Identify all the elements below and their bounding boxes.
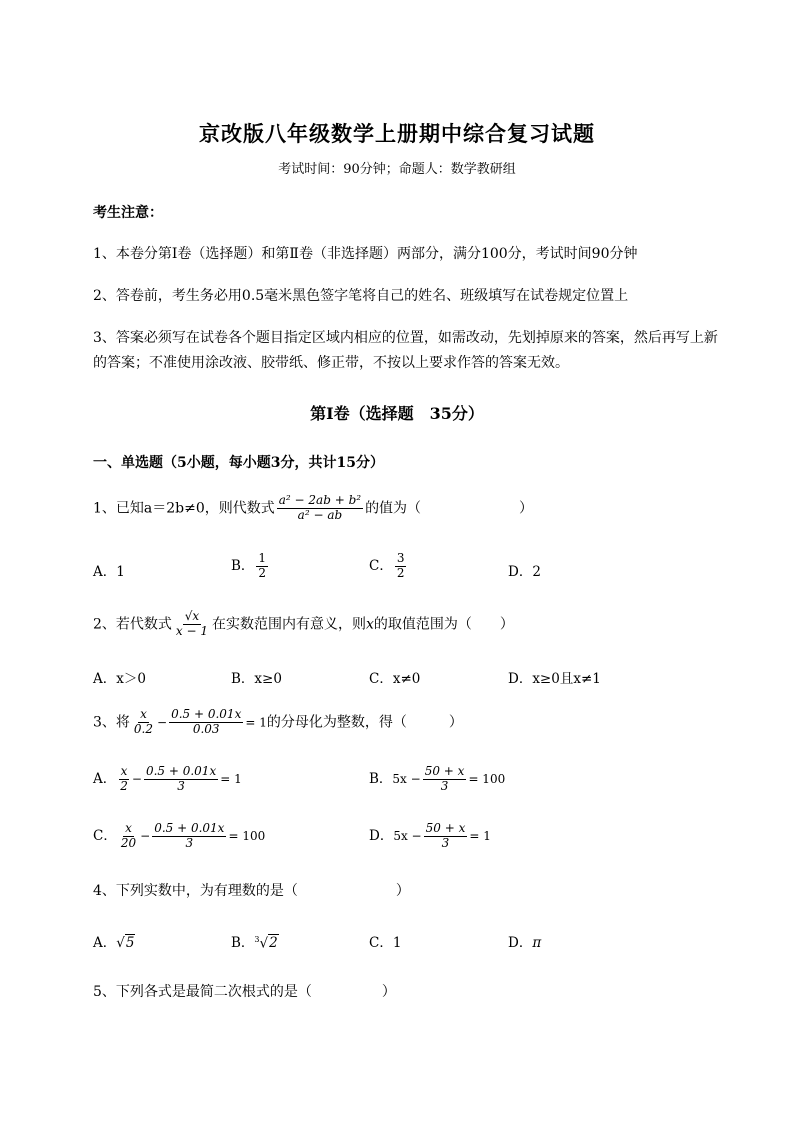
question-1 [93,494,533,523]
q3-option-b: B．5x − $\frac{50 + x}{3}$ = 100 [369,764,506,793]
q3-fraction-2: $\frac{0.5 + 0.01x}{0.03}$ [171,707,242,736]
q3-fraction-1: $\frac{x}{0.2}$ [133,707,154,736]
note-item-1: 1、本卷分第Ⅰ卷（选择题）和第Ⅱ卷（非选择题）两部分，满分100分，考试时间90分钟 [93,246,638,262]
notes-heading: 考生注意： [93,205,163,221]
question-3: 3、将 $\frac{x}{0.2}$ − $\frac{0.5 + 0.01x}{0.03}$ = 1的分母化为整数，得（ ） [93,707,463,736]
q1-stem: 1、已知a＝2b≠0，则代数式 [93,500,275,517]
q4-option-a: A．√5 [93,935,135,951]
q2-denominator: x − 1 [175,623,209,638]
part1-heading: 第Ⅰ卷（选择题 35分） [310,404,484,423]
q2-option-a: A．x＞0 [93,671,146,687]
cube-root-icon: $^3$√2 [254,934,278,951]
q1-b-den: 2 [258,565,267,580]
sqrt-icon: √5 [116,935,135,951]
q1-option-d: D．2 [508,564,541,580]
q1-option-a: A．1 [93,564,125,580]
q1-denominator: a² − ab [297,507,343,522]
q2-mid: 在实数范围内有意义，则 [212,616,367,633]
q3-option-a: A． $\frac{x}{2}$ − $\frac{0.5 + 0.01x}{3}$ = 1 [93,764,242,793]
q3-stem: 3、将 [93,714,130,731]
q1-numerator: a² − 2ab + b² [278,493,362,507]
q1-fraction [277,494,363,523]
note-item-3-cont: 的答案；不准使用涂改液、胶带纸、修正带，不按以上要求作答的答案无效。 [93,355,569,371]
q2-var: x [366,616,374,633]
page-title: 京改版八年级数学上册期中综合复习试题 [199,121,595,146]
question-4: 4、下列实数中，为有理数的是（ ） [93,883,410,899]
q1-b-num: 1 [258,551,267,565]
q2-tail: 的取值范围为（ ） [373,616,514,633]
note-item-2: 2、答卷前，考生务必用0.5毫米黑色签字笔将自己的姓名、班级填写在试卷规定位置上 [93,288,629,304]
q4-option-d: D．π [508,935,542,951]
note-item-3: 3、答案必须写在试卷各个题目指定区域内相应的位置，如需改动，先划掉原来的答案，然后再写上新 [93,330,718,346]
q3-equals: = 1 [245,715,267,730]
q1-c-den: 2 [396,565,405,580]
q1-option-b: B． $\frac{1}{2}$ [231,551,267,580]
q3-tail: 的分母化为整数，得（ ） [266,714,463,731]
q2-numerator: √x [184,609,200,623]
q4-option-c: C．1 [369,935,402,951]
q1-c-num: 3 [396,551,405,565]
q2-stem: 2、若代数式 [93,616,172,633]
q2-option-c: C．x≠0 [369,671,421,687]
q1-tail: 的值为（ ） [365,500,534,517]
q2-fraction [174,610,210,639]
question-5: 5、下列各式是最简二次根式的是（ ） [93,984,396,1000]
q3-option-c: C． $\frac{x}{20}$ − $\frac{0.5 + 0.01x}{3}$ = 100 [93,821,266,850]
exam-info: 考试时间：90分钟；命题人：数学教研组 [278,162,516,177]
section-heading: 一、单选题（5小题，每小题3分，共计15分） [93,455,384,471]
q2-option-d: D．x≥0且x≠1 [508,671,601,687]
question-2 [93,610,514,639]
q2-option-b: B．x≥0 [231,671,282,687]
q4-option-b: B．$^3$√2 [231,934,278,951]
q3-option-d: D．5x − $\frac{50 + x}{3}$ = 1 [369,821,491,850]
q1-option-c: C． $\frac{3}{2}$ [369,551,405,580]
